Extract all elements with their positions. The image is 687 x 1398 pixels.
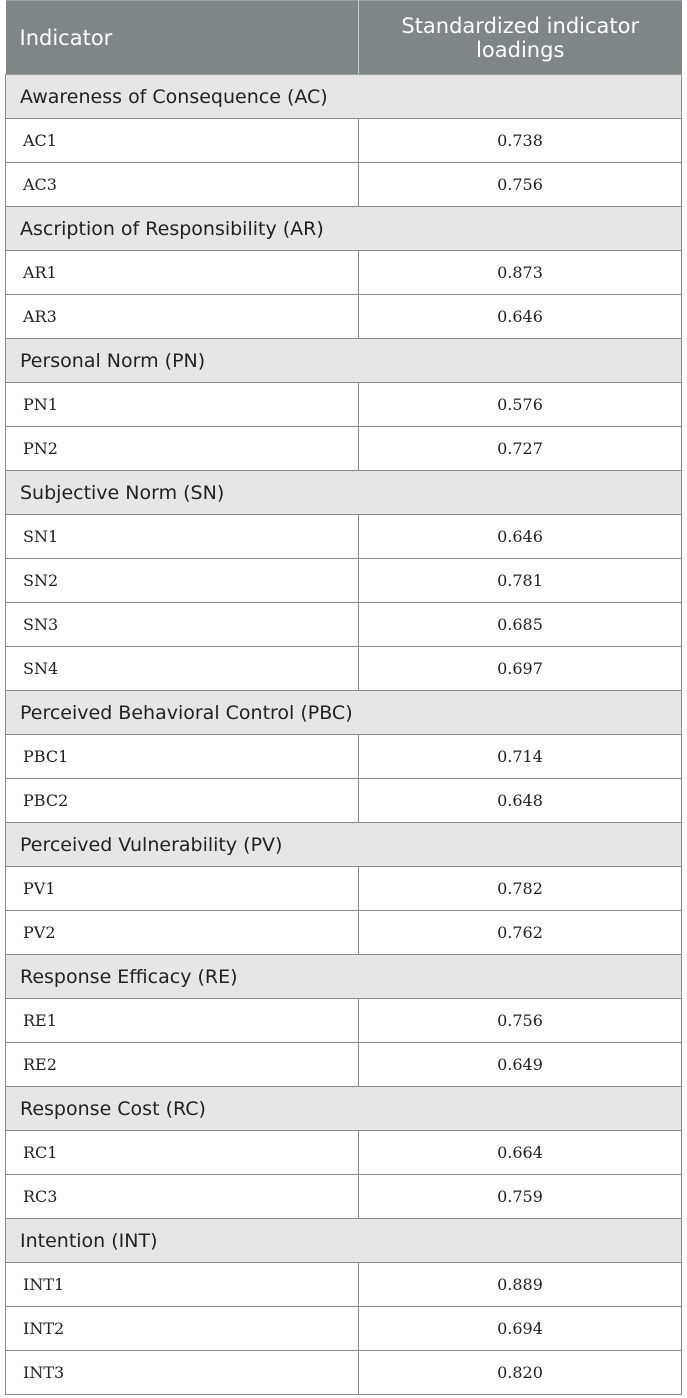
table-row xyxy=(6,1263,682,1307)
table-row xyxy=(6,1307,682,1351)
loading-cell: 0.762 xyxy=(359,911,682,955)
header-loadings: Standardized indicator loadings xyxy=(359,1,682,75)
indicator-cell: RE2 xyxy=(6,1043,359,1087)
group-title: Awareness of Consequence (AC) xyxy=(6,75,682,119)
loadings-table xyxy=(5,0,682,1395)
loading-cell: 0.697 xyxy=(359,647,682,691)
group-row xyxy=(6,1087,682,1131)
indicator-cell: SN4 xyxy=(6,647,359,691)
group-row xyxy=(6,691,682,735)
table-row xyxy=(6,779,682,823)
table-row xyxy=(6,119,682,163)
loading-cell: 0.714 xyxy=(359,735,682,779)
table-row xyxy=(6,603,682,647)
table-row xyxy=(6,735,682,779)
loading-cell: 0.889 xyxy=(359,1263,682,1307)
loading-cell: 0.664 xyxy=(359,1131,682,1175)
table-row xyxy=(6,1351,682,1395)
indicator-cell: SN1 xyxy=(6,515,359,559)
indicator-cell: INT1 xyxy=(6,1263,359,1307)
table-row xyxy=(6,295,682,339)
indicator-cell: AC3 xyxy=(6,163,359,207)
indicator-cell: INT2 xyxy=(6,1307,359,1351)
group-row xyxy=(6,1219,682,1263)
indicator-cell: PV1 xyxy=(6,867,359,911)
indicator-cell: INT3 xyxy=(6,1351,359,1395)
table-row xyxy=(6,515,682,559)
loading-cell: 0.738 xyxy=(359,119,682,163)
loading-cell: 0.685 xyxy=(359,603,682,647)
indicator-cell: RC3 xyxy=(6,1175,359,1219)
table-row xyxy=(6,999,682,1043)
table-row xyxy=(6,1175,682,1219)
table-row xyxy=(6,1043,682,1087)
indicator-cell: AR1 xyxy=(6,251,359,295)
table-row xyxy=(6,559,682,603)
table-row xyxy=(6,383,682,427)
loading-cell: 0.781 xyxy=(359,559,682,603)
table-row xyxy=(6,911,682,955)
indicator-cell: RC1 xyxy=(6,1131,359,1175)
group-title: Perceived Vulnerability (PV) xyxy=(6,823,682,867)
group-title: Perceived Behavioral Control (PBC) xyxy=(6,691,682,735)
table-row xyxy=(6,163,682,207)
loading-cell: 0.873 xyxy=(359,251,682,295)
group-title: Ascription of Responsibility (AR) xyxy=(6,207,682,251)
loading-cell: 0.820 xyxy=(359,1351,682,1395)
loading-cell: 0.649 xyxy=(359,1043,682,1087)
table-row xyxy=(6,647,682,691)
loading-cell: 0.648 xyxy=(359,779,682,823)
loading-cell: 0.756 xyxy=(359,999,682,1043)
indicator-cell: AC1 xyxy=(6,119,359,163)
group-row xyxy=(6,955,682,999)
table-row xyxy=(6,251,682,295)
indicator-cell: SN2 xyxy=(6,559,359,603)
indicator-cell: PV2 xyxy=(6,911,359,955)
loading-cell: 0.727 xyxy=(359,427,682,471)
indicator-cell: PBC1 xyxy=(6,735,359,779)
table-row xyxy=(6,1131,682,1175)
indicator-cell: RE1 xyxy=(6,999,359,1043)
indicator-cell: PBC2 xyxy=(6,779,359,823)
loading-cell: 0.756 xyxy=(359,163,682,207)
group-row xyxy=(6,339,682,383)
group-title: Subjective Norm (SN) xyxy=(6,471,682,515)
loading-cell: 0.646 xyxy=(359,515,682,559)
group-title: Intention (INT) xyxy=(6,1219,682,1263)
group-title: Response Efficacy (RE) xyxy=(6,955,682,999)
indicator-cell: PN2 xyxy=(6,427,359,471)
indicator-cell: PN1 xyxy=(6,383,359,427)
group-title: Response Cost (RC) xyxy=(6,1087,682,1131)
group-row xyxy=(6,471,682,515)
group-row xyxy=(6,75,682,119)
loading-cell: 0.646 xyxy=(359,295,682,339)
loading-cell: 0.782 xyxy=(359,867,682,911)
loading-cell: 0.694 xyxy=(359,1307,682,1351)
group-row xyxy=(6,207,682,251)
group-row xyxy=(6,823,682,867)
table-body xyxy=(6,75,682,1395)
indicator-cell: SN3 xyxy=(6,603,359,647)
table-header xyxy=(6,1,682,75)
table-row xyxy=(6,867,682,911)
loading-cell: 0.759 xyxy=(359,1175,682,1219)
group-title: Personal Norm (PN) xyxy=(6,339,682,383)
loading-cell: 0.576 xyxy=(359,383,682,427)
table-row xyxy=(6,427,682,471)
header-indicator: Indicator xyxy=(6,1,359,75)
header-row xyxy=(6,1,682,75)
indicator-cell: AR3 xyxy=(6,295,359,339)
